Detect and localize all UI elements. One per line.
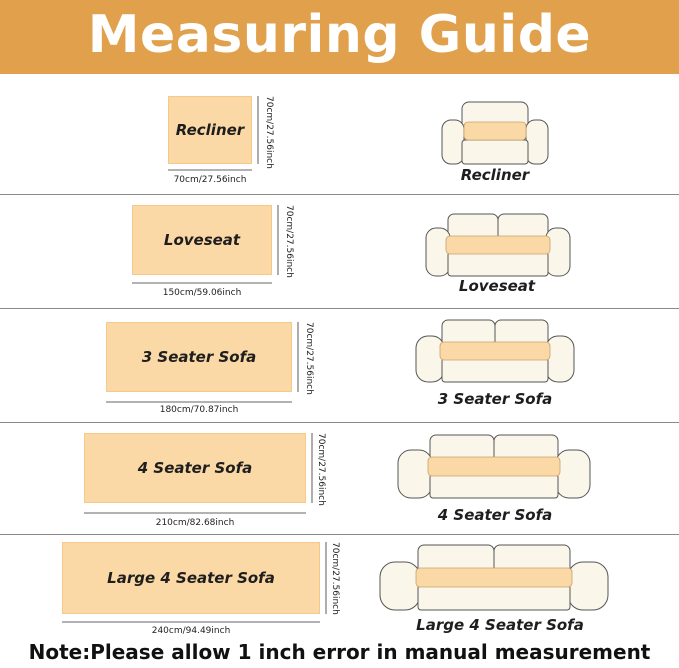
sofa-label: Loveseat <box>458 277 536 295</box>
width-dimension: 210cm/82.68inch <box>155 518 235 528</box>
sofa-label: 3 Seater Sofa <box>437 390 553 408</box>
width-dimension: 70cm/27.56inch <box>173 175 247 185</box>
sofa-label: Recliner <box>460 166 530 184</box>
pad-label: Recliner <box>175 121 245 139</box>
sofa-label: 4 Seater Sofa <box>437 506 553 524</box>
measurement-note: Note:Please allow 1 inch error in manual measurement <box>28 640 651 664</box>
width-dimension: 240cm/94.49inch <box>151 626 231 636</box>
height-dimension: 70cm/27.56inch <box>330 542 340 615</box>
pad-label: 4 Seater Sofa <box>137 459 253 477</box>
sofa-label: Large 4 Seater Sofa <box>416 616 584 634</box>
width-dimension: 180cm/70.87inch <box>159 405 239 415</box>
large-four-seater-icon <box>378 542 610 612</box>
pad-label: Large 4 Seater Sofa <box>107 569 275 587</box>
width-dimension: 150cm/59.06inch <box>162 288 242 298</box>
height-dimension: 70cm/27.56inch <box>304 322 314 395</box>
height-dimension: 70cm/27.56inch <box>284 205 294 278</box>
height-dimension: 70cm/27.56inch <box>316 433 326 506</box>
page-title: Measuring Guide <box>87 5 592 65</box>
pad-label: 3 Seater Sofa <box>141 348 257 366</box>
pad-label: Loveseat <box>163 231 241 249</box>
height-dimension: 70cm/27.56inch <box>264 96 274 169</box>
